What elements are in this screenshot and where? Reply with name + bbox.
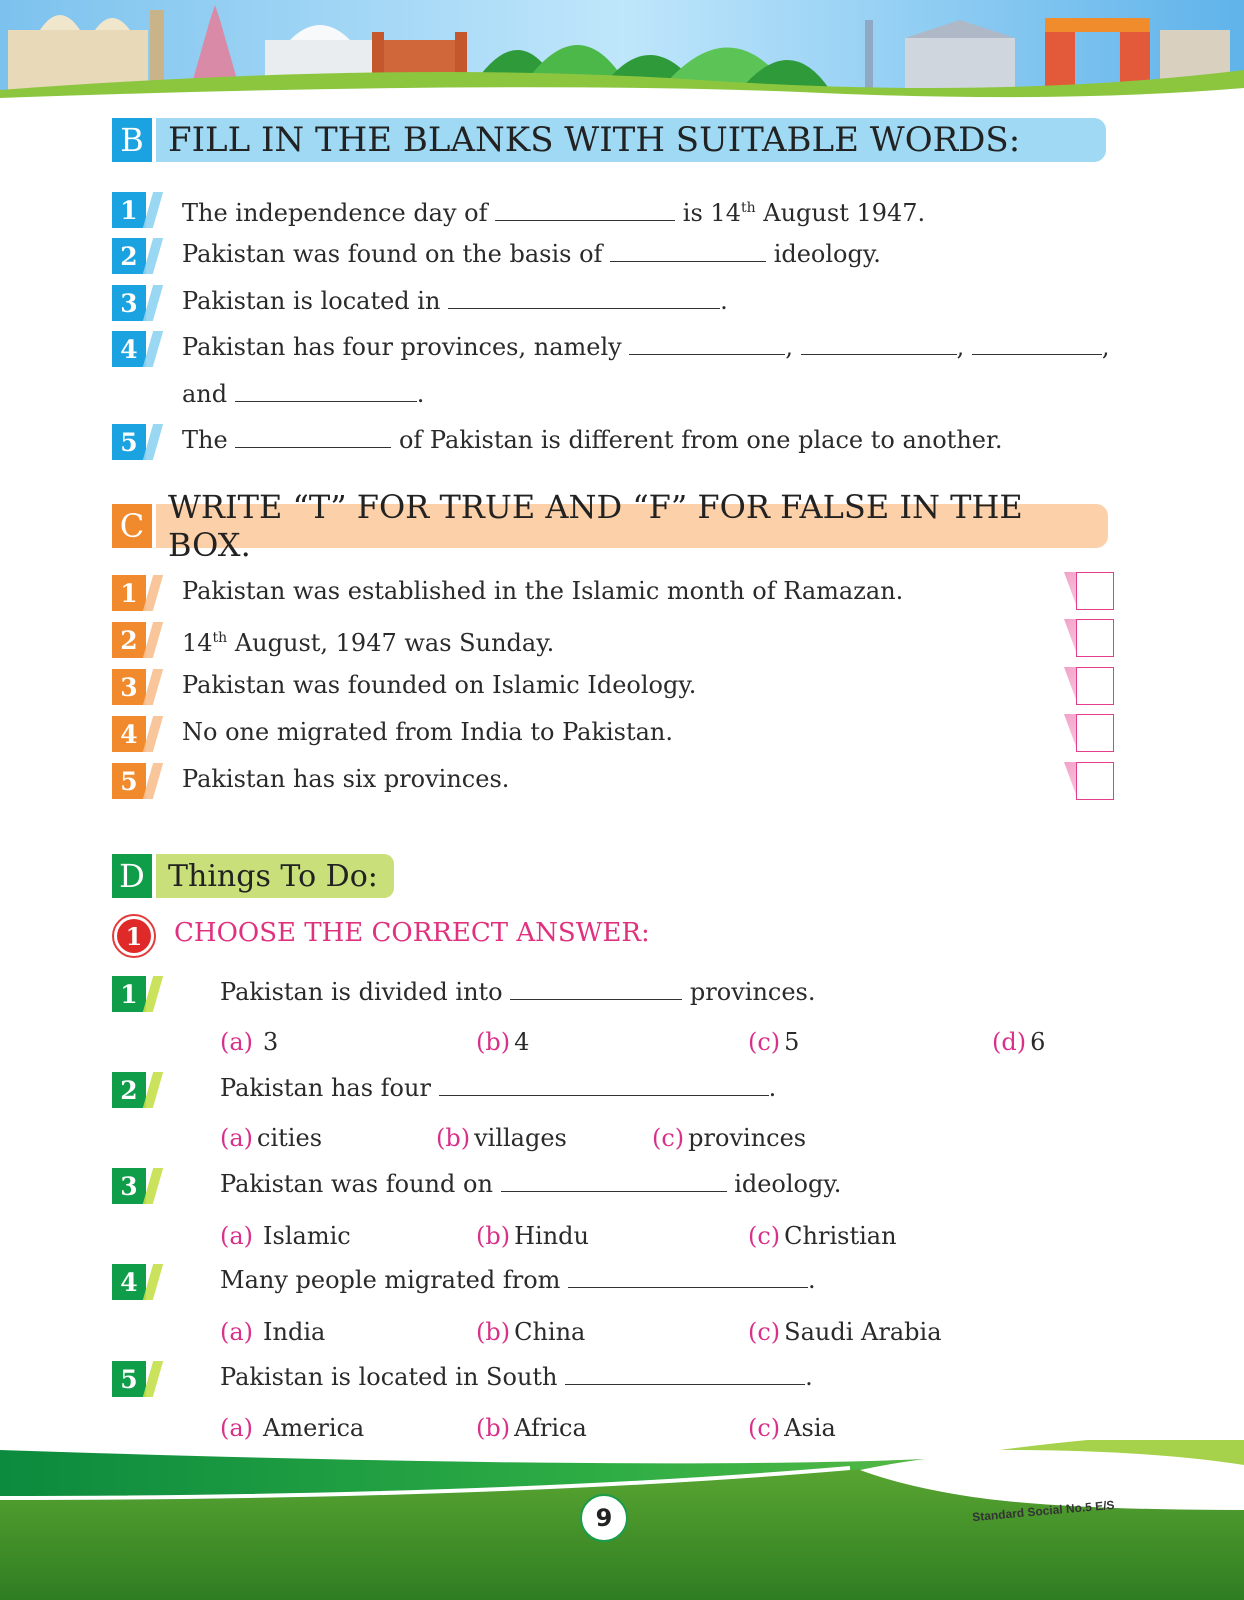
section-c-header [112,488,1108,564]
mcq-option[interactable]: (a) America [220,1414,365,1442]
item-number: 1 [112,192,146,228]
true-false-statement-1: Pakistan was established in the Islamic month of Ramazan. [182,577,904,605]
answer-box[interactable] [1076,572,1114,610]
item-number: 1 [112,575,146,611]
mcq-option[interactable]: (b) Africa [476,1414,587,1442]
answer-blank[interactable] [510,977,682,1000]
fill-blank-question-3: Pakistan is located in . [182,287,728,315]
true-false-statement-3: Pakistan was founded on Islamic Ideology. [182,671,697,699]
item-number: 4 [112,1264,146,1300]
subheading-number: 1 [117,919,151,953]
answer-box[interactable] [1076,667,1114,705]
true-false-statement-2: 14th August, 1947 was Sunday. [182,629,555,657]
section-b-header [112,118,1106,162]
item-number: 5 [112,1361,146,1397]
fill-blank-question-1: The independence day of is 14th August 1947. [182,199,926,227]
item-number: 3 [112,669,146,705]
item-number: 4 [112,331,146,367]
true-false-statement-5: Pakistan has six provinces. [182,765,510,793]
answer-blank[interactable] [235,379,417,402]
mcq-option[interactable]: (d) 6 [992,1028,1046,1056]
mcq-option[interactable]: (a) India [220,1318,326,1346]
answer-blank[interactable] [565,1362,805,1385]
item-number: 3 [112,1168,146,1204]
mcq-question-2: Pakistan has four . [220,1074,777,1102]
mcq-option[interactable]: (c) provinces [652,1124,807,1152]
answer-box[interactable] [1076,762,1114,800]
mcq-question-5: Pakistan is located in South . [220,1363,813,1391]
section-title: FILL IN THE BLANKS WITH SUITABLE WORDS: [156,118,1106,162]
item-number: 1 [112,976,146,1012]
section-d-header [112,854,394,898]
section-title: WRITE “T” FOR TRUE AND “F” FOR FALSE IN THE BOX. [156,504,1108,548]
item-number: 3 [112,285,146,321]
mcq-question-3: Pakistan was found on ideology. [220,1170,842,1198]
mcq-option[interactable]: (c) Asia [748,1414,836,1442]
item-number: 4 [112,716,146,752]
fill-blank-question-4-continued: and . [182,380,425,408]
answer-box[interactable] [1076,714,1114,752]
section-letter: C [112,504,152,548]
mcq-option[interactable]: (a) cities [220,1124,323,1152]
answer-blank[interactable] [235,425,391,448]
answer-blank[interactable] [501,1169,727,1192]
section-letter: D [112,854,152,898]
landmarks-banner-image [0,0,1244,108]
section-title: Things To Do: [156,854,394,898]
mcq-option[interactable]: (b) 4 [476,1028,530,1056]
answer-blank[interactable] [568,1265,808,1288]
item-number: 2 [112,238,146,274]
item-number: 5 [112,424,146,460]
mcq-option[interactable]: (b) Hindu [476,1222,589,1250]
true-false-statement-4: No one migrated from India to Pakistan. [182,718,674,746]
fill-blank-question-2: Pakistan was found on the basis of ideology. [182,240,881,268]
mcq-question-4: Many people migrated from . [220,1266,816,1294]
subheading-title: CHOOSE THE CORRECT ANSWER: [174,918,650,948]
answer-blank[interactable] [801,332,957,355]
item-number: 2 [112,622,146,658]
mcq-option[interactable]: (a) 3 [220,1028,279,1056]
mcq-option[interactable]: (c) Saudi Arabia [748,1318,942,1346]
page-number: 9 [580,1494,628,1542]
answer-blank[interactable] [495,198,675,221]
mcq-option[interactable]: (c) Christian [748,1222,897,1250]
item-number: 2 [112,1072,146,1108]
answer-blank[interactable] [448,286,720,309]
answer-blank[interactable] [629,332,785,355]
mcq-question-1: Pakistan is divided into provinces. [220,978,816,1006]
fill-blank-question-5: The of Pakistan is different from one place to another. [182,426,1003,454]
answer-blank[interactable] [972,332,1102,355]
answer-blank[interactable] [610,239,766,262]
answer-box[interactable] [1076,619,1114,657]
mcq-option[interactable]: (a) Islamic [220,1222,351,1250]
mcq-option[interactable]: (c) 5 [748,1028,800,1056]
fill-blank-question-4: Pakistan has four provinces, namely , , , [182,333,1110,361]
footer-book-title: Standard Social No.5 E/S [971,1497,1116,1525]
mcq-option[interactable]: (b) China [476,1318,586,1346]
mcq-option[interactable]: (b) villages [436,1124,567,1152]
section-letter: B [112,118,152,162]
answer-blank[interactable] [439,1073,769,1096]
item-number: 5 [112,763,146,799]
subheading-number-badge [112,914,156,958]
header-banner [0,0,1244,108]
